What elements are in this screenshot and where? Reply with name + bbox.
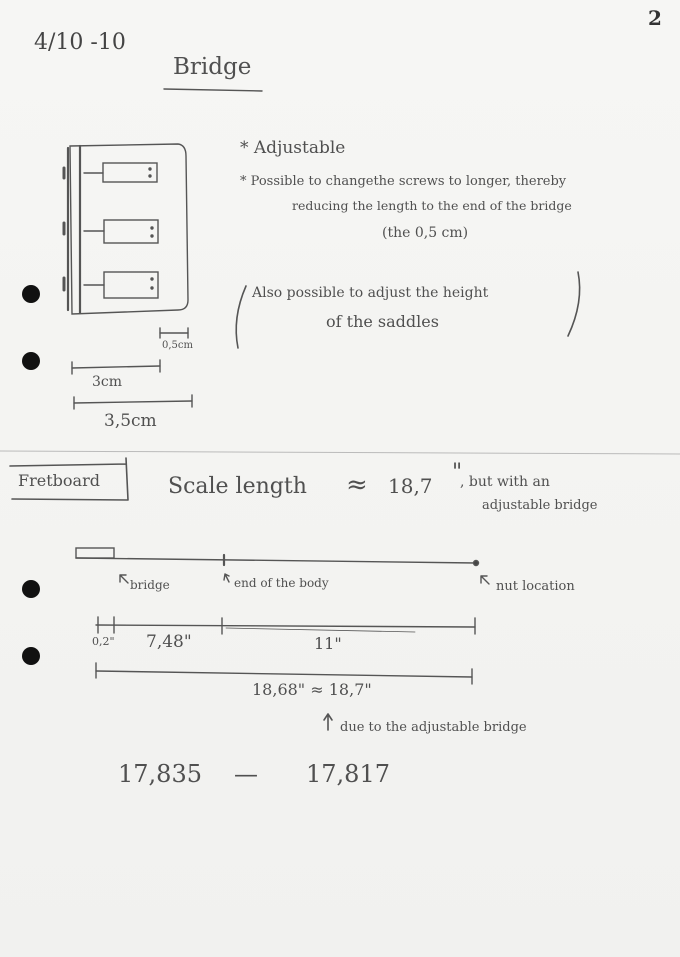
bridge-title: Bridge	[173, 54, 252, 80]
scale-length-label: Scale length	[168, 474, 307, 499]
segment-2-label: 7,48"	[146, 632, 192, 652]
scale-length-value: 18,7	[388, 474, 433, 498]
saddle-1	[103, 163, 157, 182]
date: 4/10 -10	[34, 30, 126, 55]
total-length-note: due to the adjustable bridge	[340, 720, 527, 735]
bridge-title-underline	[164, 89, 262, 91]
marker-bridge-label: bridge	[130, 578, 170, 592]
dim-line-mid	[72, 366, 160, 368]
segment-3-label: 11"	[314, 634, 342, 653]
dim-small-label: 0,5cm	[162, 340, 193, 351]
marker-body-label: end of the body	[234, 576, 329, 590]
dim-line-large	[74, 401, 192, 403]
scale-suffix-2: adjustable bridge	[482, 498, 598, 513]
segment-1-label: 0,2"	[92, 635, 115, 648]
saddle-3	[104, 272, 158, 298]
note-screws-line1: * Possible to changethe screws to longer, thereby	[240, 174, 567, 189]
bridge-marker-box	[76, 548, 114, 558]
scale-suffix: , but with an	[460, 474, 550, 490]
value-b: 17,817	[306, 760, 390, 788]
scale-line-top	[76, 558, 476, 563]
page-number: 2	[648, 6, 662, 30]
scale-line-total	[96, 671, 472, 677]
fretboard-label: Fretboard	[18, 471, 100, 490]
marker-nut-label: nut location	[496, 579, 575, 594]
value-a: 17,835	[118, 760, 202, 788]
note-screws-line3: (the 0,5 cm)	[382, 225, 469, 241]
approx-symbol: ≈	[346, 470, 368, 500]
saddle-2	[104, 220, 158, 243]
total-length-label: 18,68" ≈ 18,7"	[252, 680, 372, 699]
dim-large-label: 3,5cm	[104, 411, 157, 431]
scale-line-segments	[96, 625, 475, 627]
bridge-outline	[70, 144, 188, 314]
note-saddles-line2: of the saddles	[326, 312, 439, 331]
inch-mark: "	[452, 460, 463, 485]
note-adjustable: * Adjustable	[240, 138, 346, 158]
note-saddles-line1: Also possible to adjust the height	[252, 285, 489, 301]
dim-mid-label: 3cm	[92, 374, 123, 390]
note-screws-line2: reducing the length to the end of the bridge	[292, 198, 572, 213]
value-dash: —	[234, 760, 258, 788]
